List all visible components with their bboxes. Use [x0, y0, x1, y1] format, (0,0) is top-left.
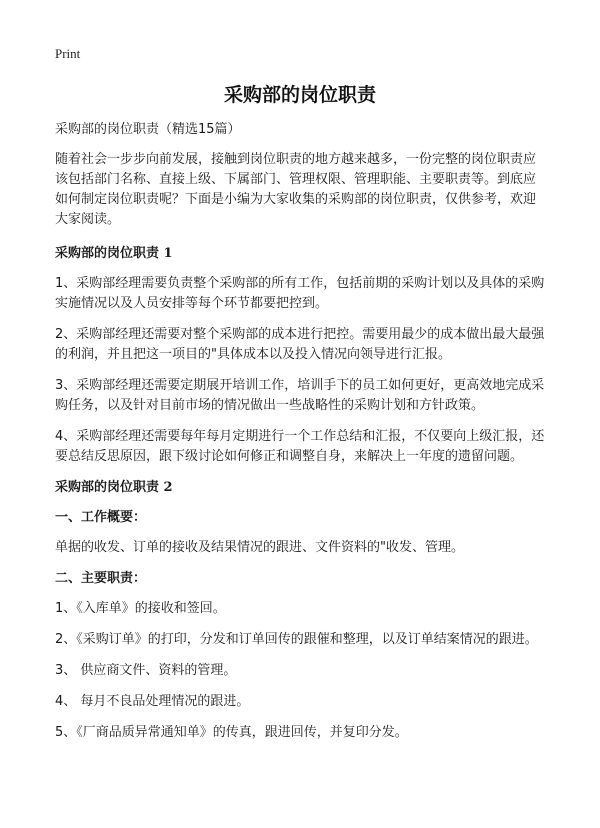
section-2-heading: 采购部的岗位职责 2 [55, 480, 173, 495]
overview-heading: 一、工作概要： [55, 510, 147, 525]
intro-paragraph: 随着社会一步步向前发展，接触到岗位职责的地方越来越多，一份完整的岗位职责应该包括部门名称、直接上级、下属部门、管理权限、管理职能、主要职责等。到底应如何制定岗位职责呢？下面是小编为大家收集的采购部的岗位职责，仅供参考，欢迎大家阅读。 [55, 152, 537, 227]
duty-item: 3、 供应商文件、资料的管理。 [55, 663, 237, 678]
duty-item: 4、 每月不良品处理情况的跟进。 [55, 694, 250, 709]
print-link[interactable]: Print [55, 46, 81, 61]
document-subtitle: 采购部的岗位职责（精选15篇） [55, 122, 241, 137]
duty-item: 5、《厂商品质异常通知单》的传真，跟进回传，并复印分发。 [55, 725, 408, 740]
section-1-heading: 采购部的岗位职责 1 [55, 246, 173, 261]
section-1-paragraph: 1、采购部经理需要负责整个采购部的所有工作，包括前期的采购计划以及具体的采购实施情况以及人员安排等每个环节都要把控到。 [55, 276, 545, 311]
section-1-paragraph: 2、采购部经理还需要对整个采购部的成本进行把控。需要用最少的成本做出最大最强的利润，并且把这一项目的"具体成本以及投入情况向领导进行汇报。 [55, 327, 545, 362]
page-title: 采购部的岗位职责 [223, 84, 376, 106]
section-1-paragraph: 4、采购部经理还需要每年每月定期进行一个工作总结和汇报，不仅要向上级汇报，还要总结反思原因，跟下级讨论如何修正和调整自身，来解决上一年度的遗留问题。 [55, 429, 545, 464]
duty-item: 2、《采购订单》的打印，分发和订单回传的跟催和整理，以及订单结案情况的跟进。 [55, 632, 538, 647]
document-body [55, 120, 547, 754]
overview-text: 单据的收发、订单的接收及结果情况的跟进、文件资料的"收发、管理。 [55, 540, 464, 555]
section-1-paragraph: 3、采购部经理还需要定期展开培训工作，培训手下的员工如何更好，更高效地完成采购任务，以及针对目前市场的情况做出一些战略性的采购计划和方针政策。 [55, 378, 545, 413]
duty-item: 1、《入库单》的接收和签回。 [55, 601, 226, 616]
duties-heading: 二、主要职责： [55, 571, 147, 586]
